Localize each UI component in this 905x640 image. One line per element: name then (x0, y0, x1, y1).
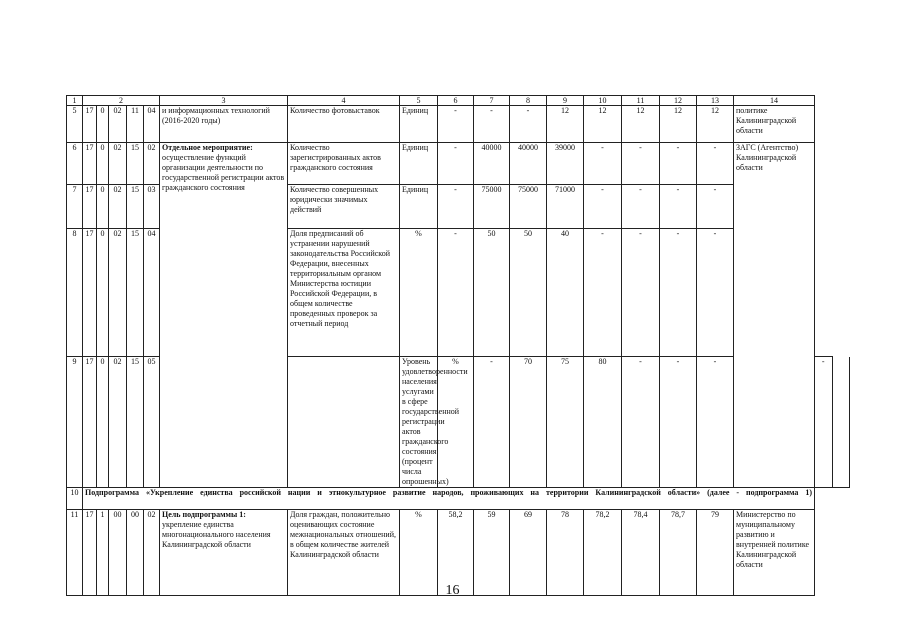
value-cell: 70 (510, 357, 547, 488)
code-cell: 15 (127, 357, 144, 488)
value-cell: 39000 (547, 143, 584, 185)
row-number: 7 (67, 185, 83, 229)
code-cell: 15 (127, 185, 144, 229)
value-cell: 75000 (474, 185, 510, 229)
page-number: 16 (445, 583, 460, 598)
code-cell: 02 (109, 143, 127, 185)
code-cell: 02 (109, 106, 127, 143)
value-cell: - (697, 143, 734, 185)
value-cell: 12 (547, 106, 584, 143)
value-cell: 80 (584, 357, 622, 488)
code-cell: 11 (127, 106, 144, 143)
value-cell: - (438, 106, 474, 143)
value-cell: - (622, 357, 660, 488)
indicator-name: Количество фотовыставок (288, 106, 400, 143)
code-cell: 05 (144, 357, 160, 488)
header-cell: 9 (547, 96, 584, 106)
indicator-name: Количество совершенных юридически значимых действий (288, 185, 400, 229)
header-cell: 14 (734, 96, 815, 106)
value-cell: - (622, 185, 660, 229)
value-cell: - (660, 357, 697, 488)
responsible-cell: ЗАГС (Агентство) Калининградской области (734, 143, 815, 488)
header-row (67, 96, 850, 106)
value-cell: - (438, 143, 474, 185)
code-cell: 00 (127, 510, 144, 596)
header-cell: 1 (67, 96, 83, 106)
value-cell: - (622, 229, 660, 357)
value-cell: 78,7 (660, 510, 697, 596)
unit-cell: Единиц (400, 185, 438, 229)
code-cell: 17 (83, 229, 97, 357)
value-cell: 12 (584, 106, 622, 143)
value-cell: 75 (547, 357, 584, 488)
row-number: 11 (67, 510, 83, 596)
responsible-cell-empty (832, 357, 850, 488)
code-cell: 17 (83, 143, 97, 185)
code-cell: 02 (109, 185, 127, 229)
subprogram-title: Подпрограмма «Укрепление единства российской нации и этнокультурное развитие народов, проживающих на территории Калининградской области» (далее - подпрограмма 1) (83, 488, 815, 510)
subprogram-row (67, 488, 850, 510)
value-cell: 78,2 (584, 510, 622, 596)
code-cell: 17 (83, 357, 97, 488)
code-cell: 04 (144, 229, 160, 357)
code-cell: 0 (97, 357, 109, 488)
header-cell: 7 (474, 96, 510, 106)
header-cell: 5 (400, 96, 438, 106)
value-cell: - (474, 357, 510, 488)
code-cell: 03 (144, 185, 160, 229)
row-number: 8 (67, 229, 83, 357)
value-cell: 79 (697, 510, 734, 596)
code-cell: 17 (83, 185, 97, 229)
unit-cell: % (438, 357, 474, 488)
header-cell: 4 (288, 96, 400, 106)
measure-name: и информационных технологий (2016-2020 годы) (160, 106, 288, 143)
unit-cell: Единиц (400, 143, 438, 185)
value-cell: 69 (510, 510, 547, 596)
value-cell: - (697, 357, 734, 488)
code-cell: 15 (127, 143, 144, 185)
measure-title: Отдельное мероприятие: (162, 143, 253, 152)
code-cell: 17 (83, 510, 97, 596)
value-cell: - (815, 357, 832, 488)
code-cell: 0 (97, 106, 109, 143)
value-cell: - (697, 229, 734, 357)
value-cell: - (660, 229, 697, 357)
code-cell: 02 (144, 510, 160, 596)
unit-cell: % (400, 510, 438, 596)
table-row (67, 143, 850, 185)
header-cell: 3 (160, 96, 288, 106)
value-cell: - (584, 143, 622, 185)
value-cell: 50 (474, 229, 510, 357)
value-cell: 58,2 (438, 510, 474, 596)
value-cell: 75000 (510, 185, 547, 229)
code-cell: 00 (109, 510, 127, 596)
code-cell: 1 (97, 510, 109, 596)
value-cell: - (438, 185, 474, 229)
indicator-name: Уровень удовлетворенности населения услугами в сфере государственной регистрации актов гражданского состояния (процент числа опрошенных) (400, 357, 438, 488)
value-cell: 12 (660, 106, 697, 143)
measure-name-empty (288, 357, 400, 488)
code-cell: 0 (97, 185, 109, 229)
header-cell: 11 (622, 96, 660, 106)
value-cell: 12 (697, 106, 734, 143)
goal-description: укрепление единства многонационального населения Калининградской области (162, 520, 271, 549)
unit-cell: % (400, 229, 438, 357)
value-cell: - (438, 229, 474, 357)
indicators-table (66, 95, 850, 596)
measure-name (160, 143, 288, 488)
value-cell: - (697, 185, 734, 229)
code-cell: 0 (97, 143, 109, 185)
indicator-name: Количество зарегистрированных актов гражданского состояния (288, 143, 400, 185)
row-number: 9 (67, 357, 83, 488)
value-cell: - (510, 106, 547, 143)
value-cell: 40000 (474, 143, 510, 185)
code-cell: 04 (144, 106, 160, 143)
indicator-name: Доля граждан, положительно оценивающих состояние межнациональных отношений, в общем количестве жителей Калининградской области (288, 510, 400, 596)
table-row (67, 106, 850, 143)
code-cell: 02 (109, 229, 127, 357)
header-cell: 6 (438, 96, 474, 106)
value-cell: 12 (622, 106, 660, 143)
value-cell: - (584, 185, 622, 229)
value-cell: - (584, 229, 622, 357)
indicator-name: Доля предписаний об устранении нарушений законодательства Российской Федерации, внесенных территориальным органом Министерства юстиции Российской Федерации, в общем количестве проведенных проверок за отчетный период (288, 229, 400, 357)
value-cell: - (474, 106, 510, 143)
header-cell: 12 (660, 96, 697, 106)
value-cell: 40000 (510, 143, 547, 185)
code-cell: 0 (97, 229, 109, 357)
row-number: 6 (67, 143, 83, 185)
header-cell: 2 (83, 96, 160, 106)
measure-description: осуществление функций организации деятельности по государственной регистрации актов гражданского состояния (162, 153, 285, 192)
value-cell: 71000 (547, 185, 584, 229)
responsible-cell: политике Калининградской области (734, 106, 815, 143)
value-cell: 59 (474, 510, 510, 596)
goal-title: Цель подпрограммы 1: (162, 510, 246, 519)
value-cell: 78 (547, 510, 584, 596)
header-cell: 13 (697, 96, 734, 106)
unit-cell: Единиц (400, 106, 438, 143)
code-cell: 15 (127, 229, 144, 357)
header-cell: 8 (510, 96, 547, 106)
value-cell: - (660, 143, 697, 185)
value-cell: 78,4 (622, 510, 660, 596)
row-number: 10 (67, 488, 83, 510)
value-cell: 50 (510, 229, 547, 357)
responsible-cell: Министерство по муниципальному развитию и внутренней политике Калининградской области (734, 510, 815, 596)
code-cell: 02 (109, 357, 127, 488)
row-number: 5 (67, 106, 83, 143)
code-cell: 17 (83, 106, 97, 143)
header-cell: 10 (584, 96, 622, 106)
value-cell: - (660, 185, 697, 229)
code-cell: 02 (144, 143, 160, 185)
value-cell: 40 (547, 229, 584, 357)
value-cell: - (622, 143, 660, 185)
